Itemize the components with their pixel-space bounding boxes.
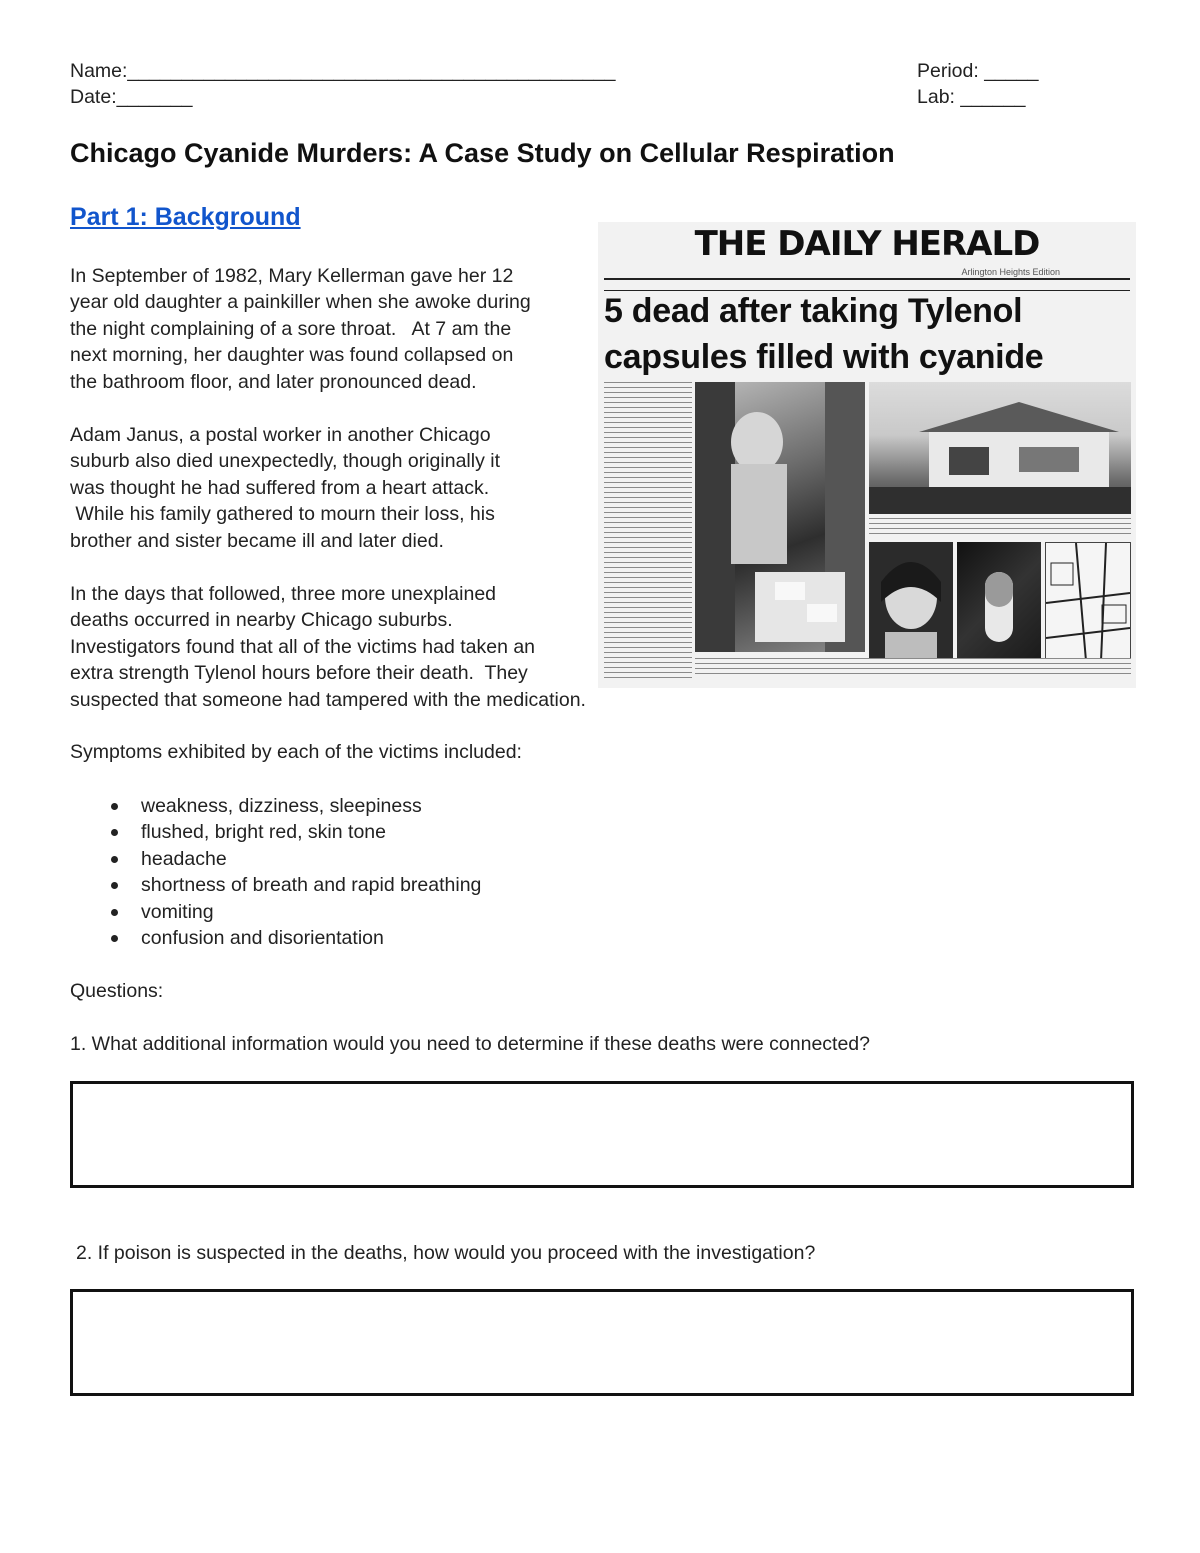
list-item: [70, 925, 481, 951]
paragraph-line: Adam Janus, a postal worker in another Chicago: [70, 424, 491, 446]
list-item: [70, 793, 481, 819]
headline-line-1: 5 dead after taking Tylenol: [604, 292, 1023, 330]
bullet-icon: [111, 909, 118, 916]
house-photo: [869, 382, 1131, 514]
question-2: 2. If poison is suspected in the deaths, how would you proceed with the investigation?: [76, 1242, 816, 1264]
symptom-text: weakness, dizziness, sleepiness: [141, 795, 422, 817]
part1-heading: Part 1: Background: [70, 203, 301, 231]
symptom-text: shortness of breath and rapid breathing: [141, 874, 482, 897]
bullet-icon: [111, 829, 118, 836]
symptom-text: flushed, bright red, skin tone: [141, 821, 386, 844]
capsule-photo: [957, 542, 1041, 662]
list-item: [70, 819, 481, 845]
bullet-icon: [111, 935, 118, 942]
portrait-illustration: [869, 542, 953, 662]
symptom-text: vomiting: [141, 900, 214, 923]
paragraph-line: suburb also died unexpectedly, though originally it: [70, 450, 500, 473]
pharmacist-illustration: [695, 382, 865, 652]
symptoms-intro: Symptoms exhibited by each of the victims included:: [70, 741, 522, 763]
newspaper-text-column: [604, 382, 692, 678]
pharmacist-photo: [695, 382, 865, 652]
paragraph-1: [70, 263, 531, 395]
paragraph-line: the bathroom floor, and later pronounced dead.: [70, 370, 477, 393]
newspaper-clipping-image: [598, 222, 1136, 688]
headline-line-2: capsules filled with cyanide: [604, 338, 1044, 376]
paragraph-line: In September of 1982, Mary Kellerman gave her 12: [70, 265, 514, 287]
symptoms-list: [70, 793, 481, 951]
period-field-label: Period: _____: [917, 60, 1039, 82]
paragraph-line: year old daughter a painkiller when she awoke during: [70, 291, 531, 314]
newspaper-masthead: THE DAILY HERALD: [694, 224, 1040, 264]
paragraph-line: suspected that someone had tampered with the medication.: [70, 688, 586, 711]
paragraph-2: [70, 422, 500, 554]
capsule-illustration: [957, 542, 1041, 662]
paragraph-line: extra strength Tylenol hours before their death. They: [70, 662, 528, 685]
paragraph-line: deaths occurred in nearby Chicago suburbs.: [70, 609, 453, 632]
paragraph-line: the night complaining of a sore throat. At 7 am the: [70, 317, 512, 340]
paragraph-line: In the days that followed, three more unexplained: [70, 583, 497, 605]
newspaper-edition: Arlington Heights Edition: [961, 267, 1060, 277]
name-field-label: Name:_____________________________________________: [70, 60, 616, 82]
paragraph-line: While his family gathered to mourn their loss, his: [70, 503, 495, 526]
paragraph-line: brother and sister became ill and later died.: [70, 529, 444, 552]
victim-portrait-photo: [869, 542, 953, 662]
answer-box-2[interactable]: [70, 1289, 1134, 1396]
symptom-text: confusion and disorientation: [141, 927, 384, 950]
symptom-text: headache: [141, 847, 227, 870]
list-item: [70, 846, 481, 872]
list-item: [70, 899, 481, 925]
paragraph-line: next morning, her daughter was found collapsed on: [70, 344, 514, 367]
paragraph-3: [70, 581, 586, 713]
answer-box-1[interactable]: [70, 1081, 1134, 1188]
bullet-icon: [111, 882, 118, 889]
question-1: 1. What additional information would you need to determine if these deaths were connected?: [70, 1033, 870, 1055]
bullet-icon: [111, 803, 118, 810]
paragraph-line: Investigators found that all of the victims had taken an: [70, 635, 536, 658]
lab-field-label: Lab: ______: [917, 86, 1026, 108]
page-title: Chicago Cyanide Murders: A Case Study on Cellular Respiration: [70, 138, 895, 168]
list-item: [70, 872, 481, 898]
questions-label: Questions:: [70, 980, 164, 1002]
bullet-icon: [111, 856, 118, 863]
newspaper-headline: [604, 288, 1134, 380]
date-field-label: Date:_______: [70, 86, 193, 108]
map-illustration: [1046, 543, 1130, 661]
house-illustration: [869, 382, 1131, 514]
photo-caption: [869, 518, 1131, 538]
paragraph-line: was thought he had suffered from a heart attack.: [70, 476, 490, 499]
map-graphic: [1045, 542, 1131, 662]
photo-caption: [695, 658, 1131, 678]
